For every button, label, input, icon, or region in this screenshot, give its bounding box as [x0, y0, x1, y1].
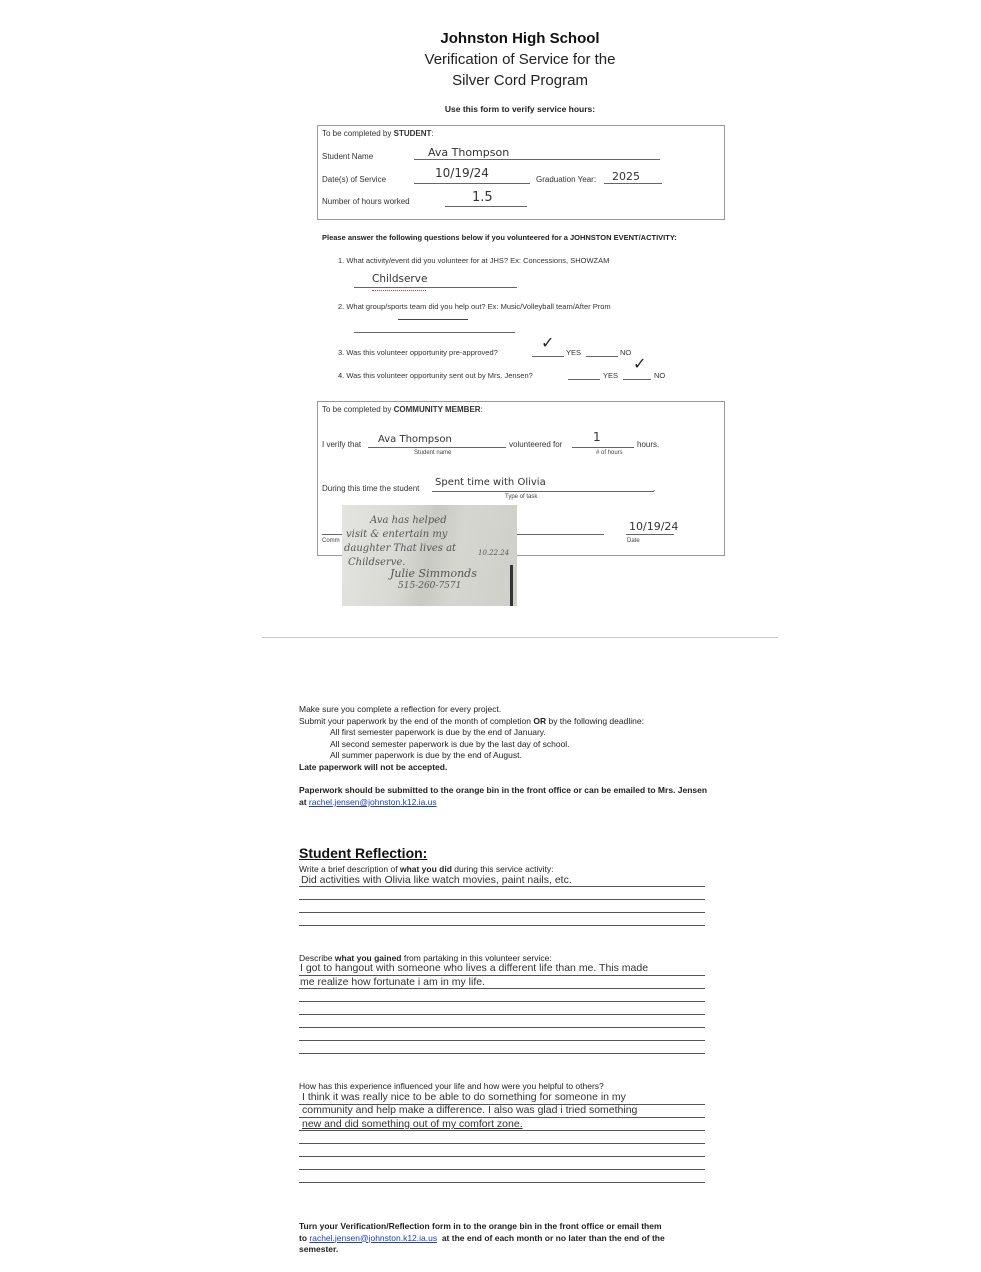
answer-1-rule	[299, 899, 705, 900]
student-name-label: Student Name	[322, 152, 374, 161]
reflection-question-3: How has this experience influenced your life and how were you helpful to others?	[299, 1081, 604, 1091]
school-name: Johnston High School	[440, 30, 600, 47]
deadline-1: All first semester paperwork is due by the end of January.	[330, 727, 546, 738]
reflection-answer-3-line-1[interactable]: I think it was really nice to be able to do something for someone in my	[302, 1091, 626, 1103]
student-section-heading	[322, 129, 434, 138]
hours-worked-value: 1.5	[472, 190, 493, 205]
q1-text-a: Write a brief description of	[299, 864, 400, 874]
heading-bold: STUDENT	[393, 129, 432, 138]
jhs-questions-heading: Please answer the following questions below if you volunteered for a JOHNSTON EVENT/ACTIVITY:	[322, 233, 677, 242]
submit-text-bold: OR	[533, 715, 547, 726]
question-3: 3. Was this volunteer opportunity pre-approved?	[338, 348, 498, 357]
answer-1-rule	[299, 912, 705, 913]
heading-suffix: :	[480, 405, 483, 414]
answer-2-rule	[299, 1053, 705, 1054]
verify-student-value: Ava Thompson	[378, 434, 452, 445]
note-line-3: daughter That lives at	[344, 543, 457, 554]
task-caption: Type of task	[505, 494, 538, 500]
heading-prefix: To be completed by	[322, 129, 394, 138]
note-line-1: Ava has helped	[370, 515, 447, 526]
question-3-yes-label: YES	[566, 348, 582, 357]
late-warning: Late paperwork will not be accepted.	[299, 761, 448, 772]
reflection-answer-2-line-2[interactable]: me realize how fortunate i am in my life.	[300, 976, 485, 988]
q2-text-b: from partaking in this volunteer service:	[401, 953, 552, 963]
answer-2-rule	[299, 988, 705, 989]
submission-info: Paperwork should be submitted to the orange bin in the front office or can be emailed to Mrs. Jensen	[299, 785, 708, 796]
task-suffix: .	[653, 484, 656, 493]
form-title-line2: Silver Cord Program	[452, 72, 588, 89]
reflection-answer-3-line-3[interactable]: new and did something out of my comfort zone.	[302, 1118, 523, 1130]
date-caption: Date	[627, 538, 640, 544]
hours-suffix: hours.	[637, 440, 660, 449]
question-1: 1. What activity/event did you volunteer for at JHS? Ex: Concessions, SHOWZAM	[338, 256, 610, 265]
question-3-no-field[interactable]	[586, 346, 618, 357]
question-2: 2. What group/sports team did you help out? Ex: Music/Volleyball team/After Prom	[338, 302, 611, 311]
question-1-answer: Childserve	[372, 273, 428, 285]
heading-prefix: To be completed by	[322, 405, 394, 414]
answer-3-rule	[299, 1169, 705, 1170]
form-title-line1: Verification of Service for the	[424, 51, 616, 68]
q1-text-bold: what you did	[399, 864, 452, 874]
deadline-2: All second semester paperwork is due by the last day of school.	[330, 738, 570, 749]
note-line-2: visit & entertain my	[346, 529, 448, 540]
verify-prefix: I verify that	[322, 440, 362, 449]
verify-hours-value: 1	[593, 430, 601, 444]
signature-caption: Comm	[322, 538, 340, 544]
date-value: 10/19/24	[629, 520, 679, 533]
deadline-3: All summer paperwork is due by the end of August.	[330, 750, 522, 761]
during-prefix: During this time the student	[322, 484, 420, 493]
footer-to: to	[299, 1232, 310, 1243]
footer-line-1: Turn your Verification/Reflection form in to the orange bin in the front office or email them	[299, 1221, 662, 1231]
answer-3-rule	[299, 1156, 705, 1157]
answer-3-rule	[299, 1130, 705, 1131]
verify-hours-field[interactable]	[572, 435, 634, 448]
reflection-answer-2-line-1[interactable]: I got to hangout with someone who lives a different life than me. This made	[300, 962, 649, 974]
answer-3-rule	[299, 1143, 705, 1144]
answer-2-rule	[299, 1027, 705, 1028]
reflection-answer-1-line-1[interactable]: Did activities with Olivia like watch movies, paint nails, etc.	[301, 874, 572, 886]
reflection-answer-3-line-2[interactable]: community and help make a difference. I also was glad i tried something	[302, 1104, 638, 1116]
submit-text-a: Submit your paperwork by the end of the month of completion	[299, 715, 534, 726]
graduation-year-value: 2025	[612, 170, 640, 183]
heading-suffix: :	[431, 129, 434, 138]
at-text: at	[299, 796, 309, 807]
hours-worked-label: Number of hours worked	[322, 197, 410, 206]
question-3-no-label: NO	[620, 348, 632, 357]
instruction-reflection: Make sure you complete a reflection for every project.	[299, 704, 502, 714]
email-link[interactable]: rachel.jensen@johnston.k12.ia.us	[308, 796, 437, 807]
question-2-field[interactable]	[354, 320, 515, 333]
photo-shadow	[510, 565, 513, 606]
note-signature: Julie Simmonds	[390, 567, 477, 580]
dates-label: Date(s) of Service	[322, 175, 387, 184]
submit-text-b: by the following deadline:	[546, 715, 644, 726]
footer-email-link[interactable]: rachel.jensen@johnston.k12.ia.us	[309, 1232, 438, 1243]
footer-instructions	[299, 1221, 719, 1256]
note-date: 10.22.24	[478, 549, 510, 557]
graduation-year-label: Graduation Year:	[536, 175, 597, 184]
answer-2-rule	[299, 1001, 705, 1002]
note-line-4: Childserve.	[348, 557, 406, 568]
question-4-no-label: NO	[654, 371, 666, 380]
answer-1-rule	[299, 886, 705, 887]
answer-2-rule	[299, 1040, 705, 1041]
answer-2-rule	[299, 1014, 705, 1015]
form-instruction: Use this form to verify service hours:	[444, 104, 596, 114]
footer-line-2-rest: at the end of each month or no later than the end of the	[437, 1232, 665, 1243]
reflection-title: Student Reflection:	[299, 845, 428, 861]
footer-line-2	[299, 1233, 719, 1245]
question-3-yes-check-icon: ✓	[541, 335, 555, 352]
instructions	[299, 704, 739, 808]
question-4-yes-field[interactable]	[568, 369, 600, 380]
student-name-value: Ava Thompson	[428, 146, 510, 159]
volunteered-for-label: volunteered for	[509, 440, 563, 449]
question-4-no-check-icon: ✓	[633, 356, 647, 373]
answer-3-rule	[299, 1182, 705, 1183]
footer-line-3: semester.	[299, 1244, 339, 1255]
q2-text-bold: what you gained	[334, 953, 402, 963]
student-name-caption: Student name	[414, 450, 452, 456]
instruction-submit	[299, 716, 739, 728]
question-4: 4. Was this volunteer opportunity sent out by Mrs. Jensen?	[338, 371, 533, 380]
page-divider	[262, 637, 778, 638]
answer-1-rule	[299, 925, 705, 926]
q2-text-a: Describe	[299, 953, 335, 963]
community-section-heading	[322, 405, 483, 414]
dates-value: 10/19/24	[435, 166, 489, 180]
task-value: Spent time with Olivia	[435, 477, 546, 488]
handwritten-note-photo	[342, 505, 517, 606]
question-4-yes-label: YES	[603, 371, 619, 380]
note-phone: 515-260-7571	[398, 581, 462, 591]
spellcheck-underline	[372, 290, 426, 291]
hours-caption: # of hours	[596, 450, 623, 456]
submission-email-line	[299, 797, 739, 809]
heading-bold: COMMUNITY MEMBER	[393, 405, 481, 414]
q1-text-b: during this service activity:	[451, 864, 554, 874]
